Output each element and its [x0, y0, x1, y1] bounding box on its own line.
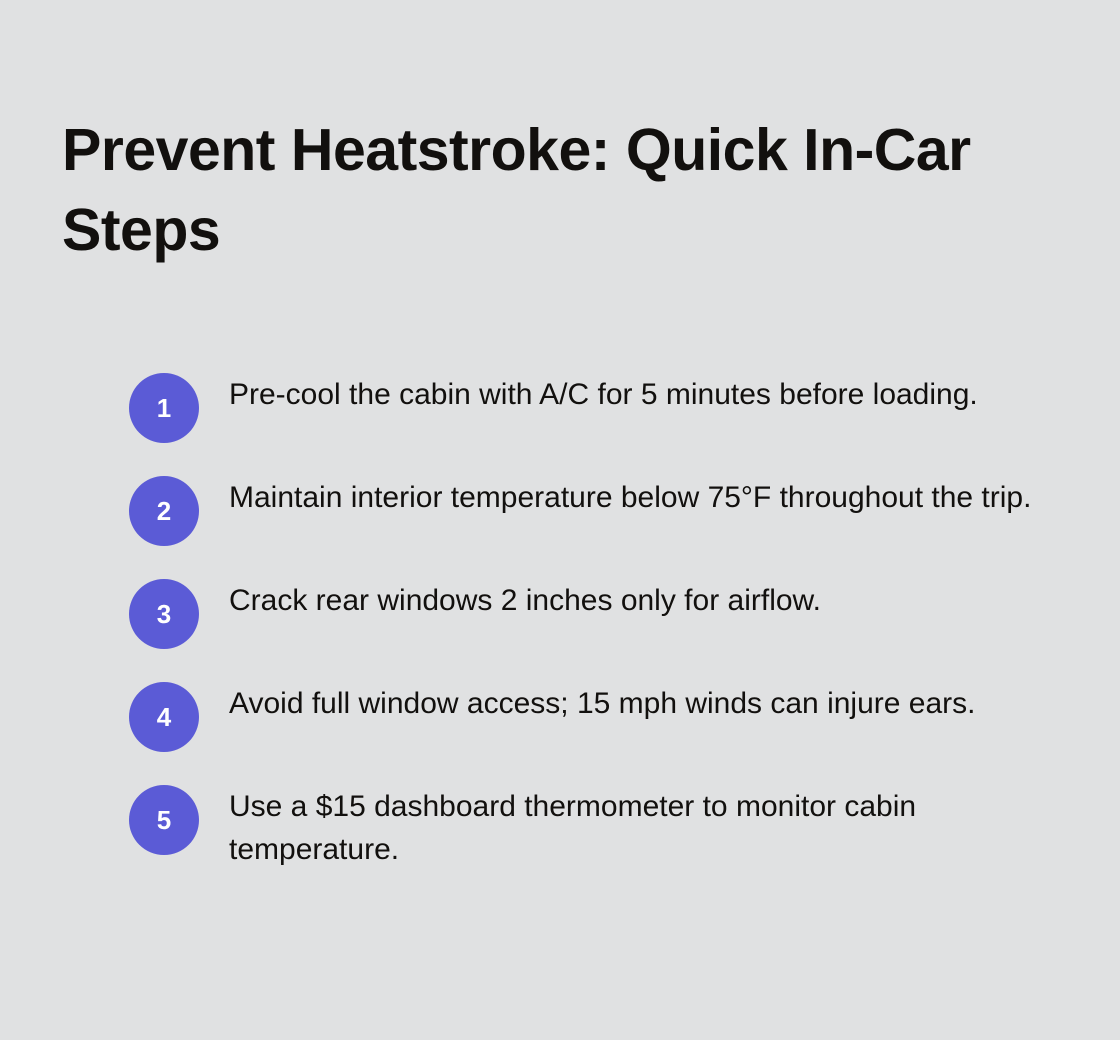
step-number-badge: 3 [129, 579, 199, 649]
step-number-badge: 1 [129, 373, 199, 443]
step-text: Crack rear windows 2 inches only for airflow. [229, 584, 821, 617]
step-text: Pre-cool the cabin with A/C for 5 minutes before loading. [229, 378, 978, 411]
step-text: Use a $15 dashboard thermometer to monitor cabin temperature. [229, 790, 917, 866]
page-title: Prevent Heatstroke: Quick In-Car Steps [62, 117, 971, 264]
step-number-badge: 2 [129, 476, 199, 546]
step-number-badge: 4 [129, 682, 199, 752]
step-number-badge: 5 [129, 785, 199, 855]
step-text: Maintain interior temperature below 75°F throughout the trip. [229, 481, 1032, 514]
list-item [129, 574, 1059, 649]
list-item [129, 780, 1059, 871]
list-item [129, 677, 1059, 752]
list-item [129, 471, 1059, 546]
list-item [129, 368, 1059, 443]
steps-list [129, 368, 1059, 899]
step-text: Avoid full window access; 15 mph winds can injure ears. [229, 687, 976, 720]
